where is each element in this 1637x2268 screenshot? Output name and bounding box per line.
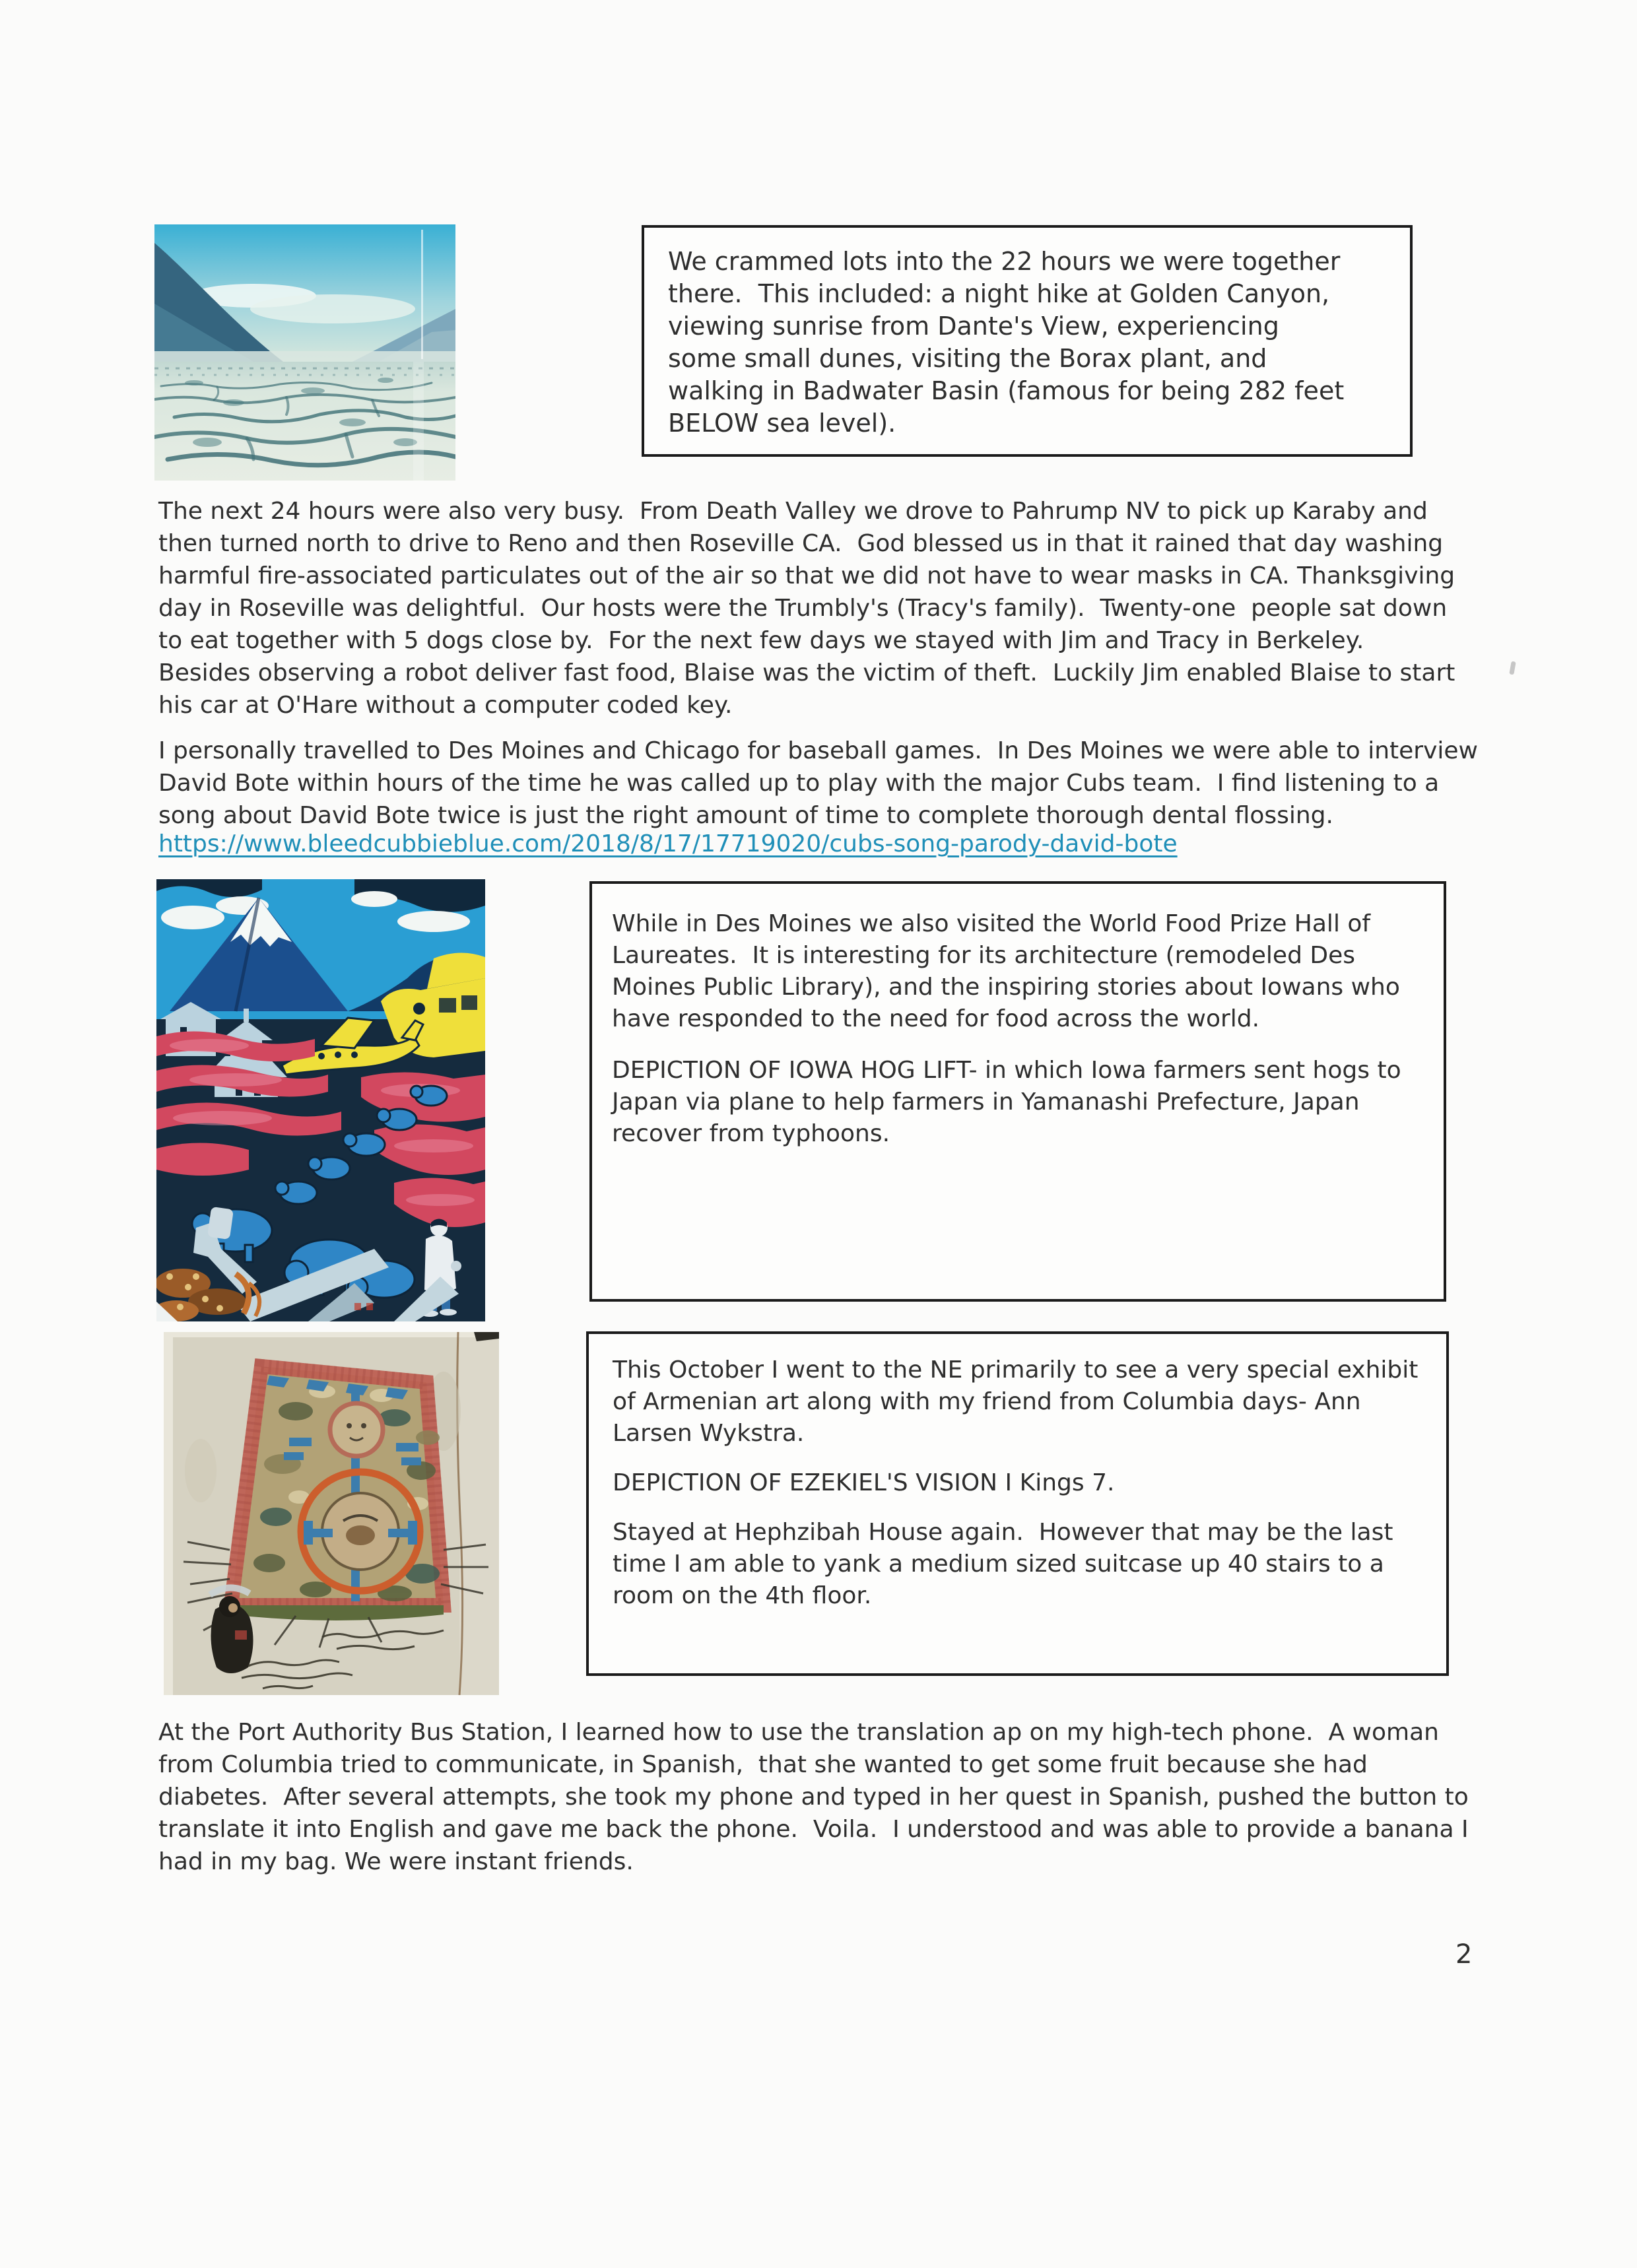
text-line: BELOW sea level). — [668, 409, 896, 438]
hog-lift-print-art — [156, 879, 485, 1321]
text-line: DEPICTION OF IOWA HOG LIFT- in which Iowa farmers sent hogs to — [612, 1057, 1401, 1084]
text-line: translate it into English and gave me back the phone. Voila. I understood and was able to provide a banana I — [158, 1816, 1469, 1843]
text-line: some small dunes, visiting the Borax plant, and — [668, 344, 1267, 373]
text-line: Besides observing a robot deliver fast food, Blaise was the victim of theft. Luckily Jim enabled Blaise to start — [158, 659, 1455, 686]
text-line: then turned north to drive to Reno and then Roseville CA. God blessed us in that it rained that day washing — [158, 530, 1444, 557]
text-line: The next 24 hours were also very busy. From Death Valley we drove to Pahrump NV to pick up Karaby and — [158, 498, 1428, 525]
text-line: Stayed at Hephzibah House again. However that may be the last — [613, 1519, 1393, 1546]
badwater-photo-art — [154, 224, 455, 481]
hog-lift-print — [156, 879, 485, 1321]
text-line: time I am able to yank a medium sized suitcase up 40 stairs to a — [613, 1551, 1384, 1578]
text-line: diabetes. After several attempts, she took my phone and typed in her quest in Spanish, pushed the button to — [158, 1784, 1469, 1811]
text-line: harmful fire-associated particulates out of the air so that we did not have to wear masks in CA. Thanksgiving — [158, 562, 1455, 589]
text-line: Japan via plane to help farmers in Yamanashi Prefecture, Japan — [612, 1088, 1360, 1116]
text-line: At the Port Authority Bus Station, I learned how to use the translation ap on my high-tech phone. A woman — [158, 1719, 1439, 1746]
badwater-photo — [154, 224, 455, 481]
armenian-exhibit-text — [613, 1354, 1429, 1450]
text-line: Larsen Wykstra. — [613, 1420, 805, 1447]
armenian-exhibit-box — [586, 1331, 1449, 1676]
cubs-song-parody-link[interactable]: https://www.bleedcubbieblue.com/2018/8/17/17719020/cubs-song-parody-david-bote — [158, 830, 1178, 857]
text-line: there. This included: a night hike at Golden Canyon, — [668, 279, 1330, 308]
text-line: walking in Badwater Basin (famous for being 282 feet — [668, 376, 1345, 405]
text-line: recover from typhoons. — [612, 1120, 890, 1147]
death-valley-caption-text — [668, 246, 1390, 440]
world-food-prize-box — [589, 881, 1446, 1302]
death-valley-caption-box — [642, 225, 1413, 457]
text-line: This October I went to the NE primarily to see a very special exhibit — [613, 1356, 1419, 1384]
paragraph-des-moines-baseball — [158, 735, 1531, 832]
hephzibah-house-text — [613, 1517, 1429, 1612]
text-line: Moines Public Library), and the inspiring stories about Iowans who — [612, 974, 1400, 1001]
text-line: song about David Bote twice is just the right amount of time to complete thorough dental flossing. — [158, 802, 1333, 829]
text-line: his car at O'Hare without a computer coded key. — [158, 692, 733, 719]
world-food-prize-text — [612, 908, 1426, 1035]
paragraph-port-authority — [158, 1716, 1531, 1878]
text-line: While in Des Moines we also visited the World Food Prize Hall of — [612, 910, 1371, 937]
text-line: had in my bag. We were instant friends. — [158, 1848, 634, 1875]
text-line: We crammed lots into the 22 hours we were together — [668, 247, 1341, 276]
text-line: room on the 4th floor. — [613, 1582, 872, 1609]
text-line: I personally travelled to Des Moines and Chicago for baseball games. In Des Moines we were able to interview — [158, 737, 1478, 764]
text-line: have responded to the need for food across the world. — [612, 1005, 1260, 1032]
text-line: to eat together with 5 dogs close by. For the next few days we stayed with Jim and Tracy in Berkeley. — [158, 627, 1364, 654]
text-line: of Armenian art along with my friend from Columbia days- Ann — [613, 1388, 1361, 1415]
hog-lift-caption-text — [612, 1055, 1426, 1150]
armenian-manuscript-art — [164, 1332, 499, 1695]
paragraph-roseville-thanksgiving — [158, 495, 1531, 721]
armenian-manuscript-photo — [164, 1332, 499, 1695]
text-line: viewing sunrise from Dante's View, experiencing — [668, 312, 1279, 341]
text-line: Laureates. It is interesting for its architecture (remodeled Des — [612, 942, 1356, 969]
text-line: David Bote within hours of the time he was called up to play with the major Cubs team. I find listening to a — [158, 770, 1440, 797]
text-line: day in Roseville was delightful. Our hosts were the Trumbly's (Tracy's family). Twenty-one people sat down — [158, 595, 1448, 622]
ezekiel-caption-text: DEPICTION OF EZEKIEL'S VISION I Kings 7. — [613, 1469, 1115, 1496]
page-number: 2 — [1455, 1939, 1473, 1970]
text-line: from Columbia tried to communicate, in Spanish, that she wanted to get some fruit because she had — [158, 1751, 1368, 1778]
